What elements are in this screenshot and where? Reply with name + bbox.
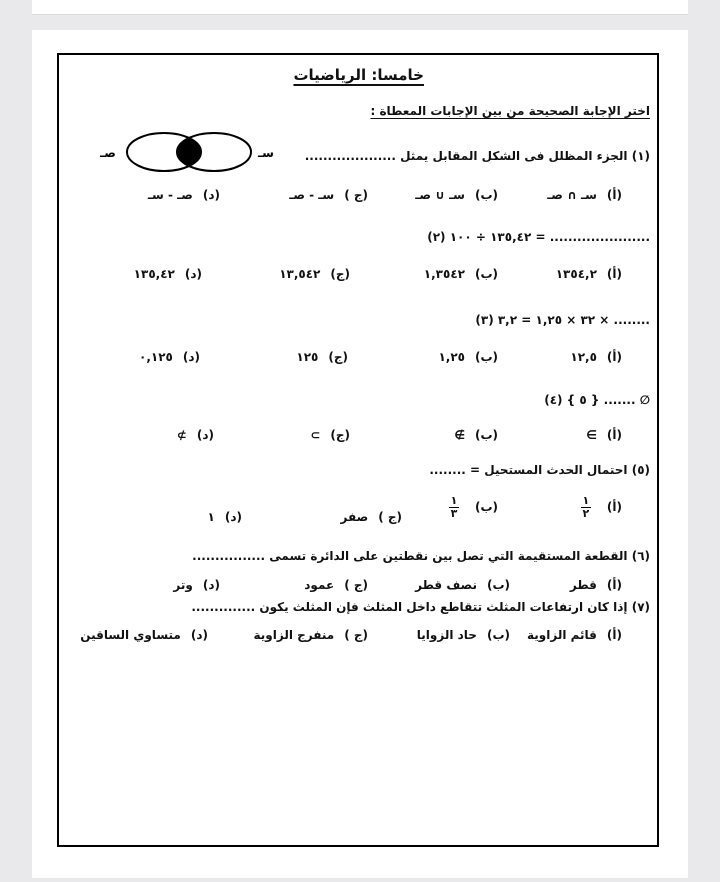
q2-option-d: (د)١٣٥,٤٢ bbox=[133, 267, 202, 281]
q1-option-d: (د)صـ - سـ bbox=[147, 188, 220, 202]
q6-option-a: (أ)قطر bbox=[569, 578, 622, 592]
question-6: (٦) القطعة المستقيمة التي تصل بين نقطتين على الدائرة تسمى ................ bbox=[192, 549, 650, 563]
venn-diagram bbox=[94, 131, 284, 175]
q5-option-a: (أ) $\frac{١}{٢}$ bbox=[582, 494, 622, 520]
q4-option-b: (ب)∌ bbox=[454, 428, 498, 442]
q3-option-b: (ب)١,٢٥ bbox=[438, 350, 498, 364]
venn-right-label: سـ bbox=[258, 146, 274, 160]
q5-fraction-b: $\frac{١}{٣}$ bbox=[450, 494, 458, 520]
q5-option-b: (ب) $\frac{١}{٣}$ bbox=[450, 494, 498, 520]
q3-option-d: (د)٠,١٢٥ bbox=[139, 350, 200, 364]
q5-option-d: (د)١ bbox=[207, 510, 242, 524]
q3-option-a: (أ)١٢,٥ bbox=[570, 350, 622, 364]
q1-option-a: (أ)سـ ∩ صـ bbox=[547, 188, 622, 202]
q7-option-d: (د)متساوي الساقين bbox=[80, 628, 208, 642]
venn-left-label: صـ bbox=[100, 146, 116, 160]
q5-option-c: (ج )صفر bbox=[340, 510, 402, 524]
q6-option-b: (ب)نصف قطر bbox=[415, 578, 510, 592]
q6-option-c: (ج )عمود bbox=[304, 578, 368, 592]
question-1: (١) الجزء المظلل فى الشكل المقابل يمثل .................... bbox=[304, 149, 650, 163]
q7-option-a: (أ)قائم الزاوية bbox=[527, 628, 622, 642]
q2-option-c: (ج)١٣,٥٤٢ bbox=[279, 267, 350, 281]
question-5: (٥) احتمال الحدث المستحيل = ........ bbox=[429, 463, 650, 477]
q2-option-a: (أ)١٣٥٤,٢ bbox=[555, 267, 622, 281]
q3-option-c: (ج)١٢٥ bbox=[296, 350, 348, 364]
q4-option-a: (أ)∋ bbox=[586, 428, 622, 442]
question-4: (٤) { ٥ } ....... ∅ bbox=[544, 393, 650, 407]
q7-option-c: (ج )منفرج الزاوية bbox=[253, 628, 368, 642]
q1-option-c: (ج )سـ - صـ bbox=[289, 188, 368, 202]
section-title: خامسا: الرياضيات bbox=[293, 66, 424, 84]
question-7: (٧) إذا كان ارتفاعات المثلث تتقاطع داخل المثلث فإن المثلث يكون .............. bbox=[191, 600, 650, 614]
question-2: (٢) ١٣٥,٤٢ ÷ ١٠٠ = ...................... bbox=[427, 230, 650, 244]
q2-option-b: (ب)١,٣٥٤٢ bbox=[423, 267, 498, 281]
previous-page-edge bbox=[32, 0, 688, 15]
q6-option-d: (د)وتر bbox=[173, 578, 220, 592]
question-3: (٣) ٣٢ × ١,٢٥ = ٣,٢ × ........ bbox=[475, 313, 650, 327]
instructions: اختر الإجابة الصحيحة من بين الإجابات المعطاة : bbox=[370, 104, 650, 118]
q4-option-c: (ج)⊃ bbox=[310, 428, 350, 442]
q4-option-d: (د)⊅ bbox=[176, 428, 214, 442]
q1-option-b: (ب)سـ ∪ صـ bbox=[415, 188, 498, 202]
q7-option-b: (ب)حاد الزوايا bbox=[416, 628, 510, 642]
q5-fraction-a: $\frac{١}{٢}$ bbox=[582, 494, 590, 520]
